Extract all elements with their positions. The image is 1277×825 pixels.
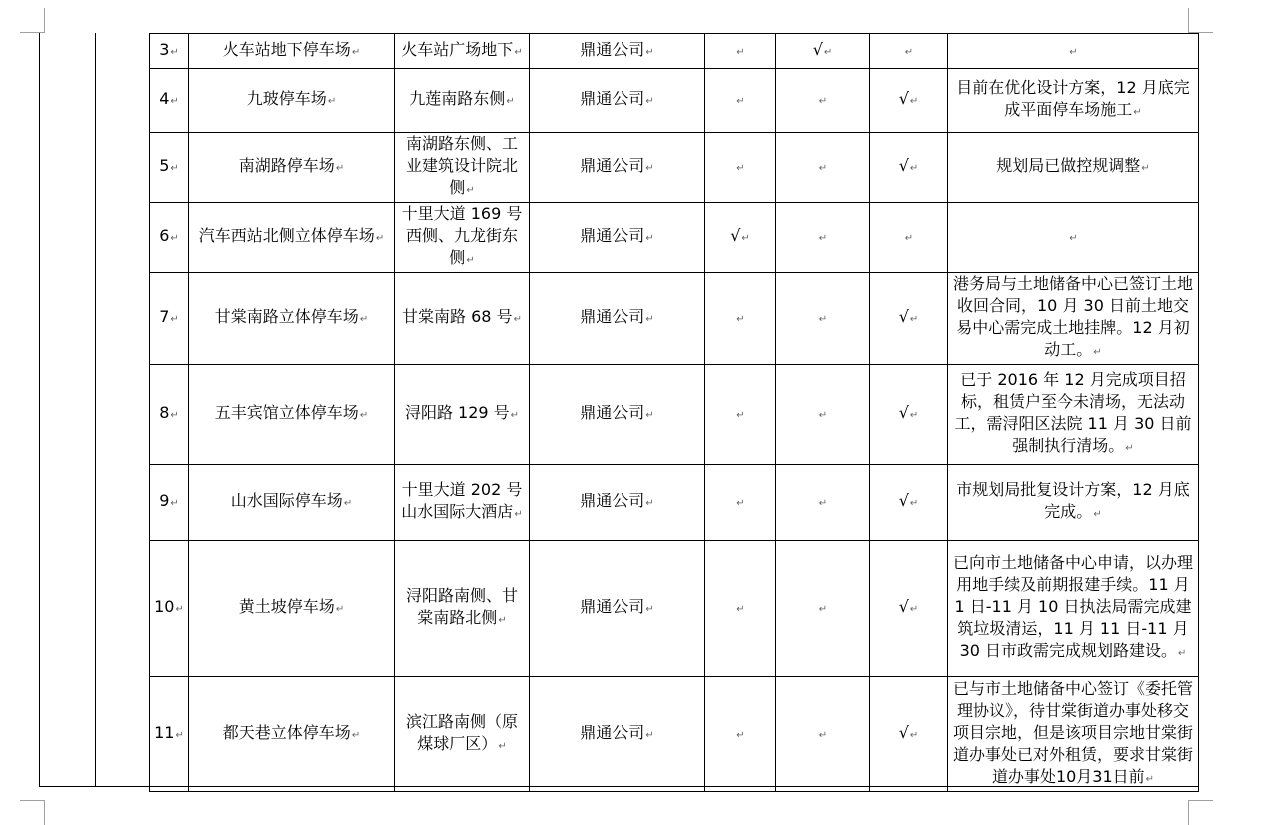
paragraph-mark: ↵ bbox=[498, 615, 507, 626]
progress-note-text: 规划局已做控规调整 bbox=[996, 156, 1141, 175]
paragraph-mark: ↵ bbox=[466, 255, 475, 266]
status-col-1 bbox=[705, 541, 776, 677]
outer-border-left bbox=[39, 33, 40, 787]
status-col-3 bbox=[870, 677, 948, 792]
row-number-text: 10 bbox=[154, 597, 175, 616]
paragraph-mark: ↵ bbox=[645, 233, 654, 244]
paragraph-mark: ↵ bbox=[645, 410, 654, 421]
responsible-company bbox=[530, 34, 705, 69]
paragraph-mark: ↵ bbox=[170, 96, 179, 107]
paragraph-mark: ↵ bbox=[1093, 347, 1102, 358]
progress-note bbox=[948, 133, 1199, 203]
crop-mark-top-right bbox=[1188, 8, 1213, 33]
paragraph-mark: ↵ bbox=[909, 163, 919, 174]
responsible-company bbox=[530, 133, 705, 203]
row-number bbox=[150, 34, 189, 69]
progress-note-text: 目前在优化设计方案，12 月底完成平面停车场施工 bbox=[956, 78, 1190, 119]
paragraph-mark: ↵ bbox=[359, 314, 369, 325]
status-col-2 bbox=[776, 34, 870, 69]
project-name-text: 汽车西站北侧立体停车场 bbox=[198, 226, 375, 245]
paragraph-mark: ↵ bbox=[1141, 163, 1150, 174]
project-name bbox=[189, 677, 395, 792]
responsible-company-text: 鼎通公司 bbox=[580, 597, 645, 616]
paragraph-mark: ↵ bbox=[498, 740, 507, 752]
responsible-company-text: 鼎通公司 bbox=[580, 226, 645, 245]
responsible-company bbox=[530, 541, 705, 677]
paragraph-mark: ↵ bbox=[736, 729, 745, 741]
paragraph-mark: ↵ bbox=[170, 233, 179, 244]
crop-mark-bottom-right bbox=[1188, 800, 1213, 825]
paragraph-mark: ↵ bbox=[818, 96, 828, 107]
status-col-1 bbox=[705, 273, 776, 365]
table-row bbox=[150, 541, 1199, 677]
responsible-company-text: 鼎通公司 bbox=[580, 307, 645, 326]
responsible-company-text: 鼎通公司 bbox=[580, 156, 645, 175]
status-col-1 bbox=[705, 465, 776, 541]
progress-note bbox=[948, 465, 1199, 541]
paragraph-mark: ↵ bbox=[170, 410, 179, 421]
project-name-text: 南湖路停车场 bbox=[238, 156, 335, 175]
table-row bbox=[150, 465, 1199, 541]
paragraph-mark: ↵ bbox=[904, 46, 914, 58]
row-number-text: 5 bbox=[159, 156, 170, 175]
paragraph-mark: ↵ bbox=[170, 314, 179, 325]
status-col-3-text: √ bbox=[898, 89, 909, 108]
paragraph-mark: ↵ bbox=[645, 604, 654, 615]
row-number bbox=[150, 541, 189, 677]
status-col-2 bbox=[776, 465, 870, 541]
paragraph-mark: ↵ bbox=[170, 163, 179, 174]
table-row bbox=[150, 273, 1199, 365]
paragraph-mark: ↵ bbox=[818, 729, 828, 741]
row-number-text: 8 bbox=[159, 403, 170, 422]
status-col-3 bbox=[870, 203, 948, 273]
status-col-3 bbox=[870, 365, 948, 465]
paragraph-mark: ↵ bbox=[736, 46, 745, 58]
responsible-company bbox=[530, 365, 705, 465]
row-number bbox=[150, 465, 189, 541]
status-col-3 bbox=[870, 133, 948, 203]
paragraph-mark: ↵ bbox=[506, 96, 515, 107]
project-location-text: 火车站广场地下 bbox=[401, 39, 514, 59]
project-location-text: 滨江路南侧（原煤球厂区） bbox=[405, 711, 518, 753]
responsible-company bbox=[530, 273, 705, 365]
paragraph-mark: ↵ bbox=[1093, 509, 1102, 520]
project-name bbox=[189, 273, 395, 365]
row-number bbox=[150, 203, 189, 273]
status-col-3 bbox=[870, 273, 948, 365]
paragraph-mark: ↵ bbox=[818, 410, 828, 421]
status-col-2 bbox=[776, 365, 870, 465]
project-name-text: 五丰宾馆立体停车场 bbox=[214, 403, 359, 422]
project-location-text: 九莲南路东侧 bbox=[409, 89, 506, 108]
status-col-3 bbox=[870, 541, 948, 677]
status-col-2 bbox=[776, 203, 870, 273]
status-col-1-text: √ bbox=[730, 226, 741, 245]
project-location-text: 十里大道 202 号山水国际大酒店 bbox=[401, 480, 523, 521]
project-location-text: 南湖路东侧、工业建筑设计院北侧 bbox=[405, 134, 518, 197]
project-name-text: 甘棠南路立体停车场 bbox=[214, 307, 359, 326]
paragraph-mark: ↵ bbox=[818, 604, 828, 615]
paragraph-mark: ↵ bbox=[1178, 648, 1187, 659]
progress-note bbox=[948, 203, 1199, 273]
project-name bbox=[189, 34, 395, 69]
paragraph-mark: ↵ bbox=[466, 185, 475, 196]
status-col-3 bbox=[870, 465, 948, 541]
paragraph-mark: ↵ bbox=[343, 498, 353, 509]
paragraph-mark: ↵ bbox=[335, 604, 345, 615]
project-location bbox=[395, 677, 530, 792]
paragraph-mark: ↵ bbox=[510, 410, 520, 421]
row-number-text: 4 bbox=[159, 89, 170, 108]
paragraph-mark: ↵ bbox=[909, 729, 919, 741]
project-name-text: 火车站地下停车场 bbox=[222, 39, 351, 59]
paragraph-mark: ↵ bbox=[514, 509, 523, 520]
parking-project-table bbox=[149, 33, 1199, 792]
paragraph-mark: ↵ bbox=[736, 410, 745, 421]
status-col-3-text: √ bbox=[898, 156, 909, 175]
paragraph-mark: ↵ bbox=[1069, 46, 1078, 58]
paragraph-mark: ↵ bbox=[175, 729, 184, 741]
project-location-text: 十里大道 169 号西侧、九龙街东侧 bbox=[401, 204, 523, 267]
progress-note bbox=[948, 34, 1199, 69]
paragraph-mark: ↵ bbox=[909, 96, 919, 107]
progress-note bbox=[948, 365, 1199, 465]
status-col-2 bbox=[776, 541, 870, 677]
paragraph-mark: ↵ bbox=[170, 498, 179, 509]
row-number-text: 3 bbox=[159, 39, 170, 59]
paragraph-mark: ↵ bbox=[909, 314, 919, 325]
paragraph-mark: ↵ bbox=[909, 410, 919, 421]
project-location bbox=[395, 34, 530, 69]
project-name-text: 山水国际停车场 bbox=[230, 491, 343, 510]
responsible-company bbox=[530, 69, 705, 133]
project-name bbox=[189, 203, 395, 273]
row-number bbox=[150, 69, 189, 133]
row-number-text: 9 bbox=[159, 491, 170, 510]
table-row bbox=[150, 365, 1199, 465]
paragraph-mark: ↵ bbox=[645, 46, 654, 58]
paragraph-mark: ↵ bbox=[375, 233, 385, 244]
status-col-2 bbox=[776, 69, 870, 133]
status-col-3-text: √ bbox=[898, 403, 909, 422]
progress-note bbox=[948, 69, 1199, 133]
project-name bbox=[189, 541, 395, 677]
table-row bbox=[150, 133, 1199, 203]
progress-note-text: 港务局与土地储备中心已签订土地收回合同，10 月 30 日前土地交易中心需完成土地挂牌。12 月初动工。 bbox=[952, 274, 1193, 359]
project-location-text: 甘棠南路 68 号 bbox=[402, 307, 513, 326]
paragraph-mark: ↵ bbox=[335, 163, 345, 174]
table-row bbox=[150, 677, 1199, 792]
status-col-1 bbox=[705, 365, 776, 465]
row-number bbox=[150, 677, 189, 792]
merged-column-border bbox=[95, 33, 96, 787]
paragraph-mark: ↵ bbox=[736, 604, 745, 615]
status-col-1 bbox=[705, 677, 776, 792]
status-col-2 bbox=[776, 677, 870, 792]
paragraph-mark: ↵ bbox=[818, 163, 828, 174]
paragraph-mark: ↵ bbox=[736, 314, 745, 325]
paragraph-mark: ↵ bbox=[904, 233, 914, 244]
responsible-company-text: 鼎通公司 bbox=[580, 403, 645, 422]
status-col-2 bbox=[776, 133, 870, 203]
responsible-company bbox=[530, 203, 705, 273]
paragraph-mark: ↵ bbox=[514, 46, 523, 58]
paragraph-mark: ↵ bbox=[736, 498, 745, 509]
paragraph-mark: ↵ bbox=[736, 163, 745, 174]
crop-mark-bottom-left bbox=[20, 800, 45, 825]
paragraph-mark: ↵ bbox=[327, 96, 337, 107]
project-location bbox=[395, 69, 530, 133]
status-col-3 bbox=[870, 34, 948, 69]
project-location bbox=[395, 133, 530, 203]
status-col-3-text: √ bbox=[898, 491, 909, 510]
project-location bbox=[395, 203, 530, 273]
project-name bbox=[189, 465, 395, 541]
paragraph-mark: ↵ bbox=[823, 46, 833, 58]
progress-note-text: 已于 2016 年 12 月完成项目招标，租赁户至今未清场，无法动工，需浔阳区法院 11 月 30 日前强制执行清场。 bbox=[954, 370, 1192, 455]
progress-note-text: 已向市土地储备中心申请，以办理用地手续及前期报建手续。11 月 1 日-11 月 10 日执法局需完成建筑垃圾清运，11 月 11 日-11 月 30 日市政需完成规划路建设。 bbox=[952, 553, 1193, 660]
paragraph-mark: ↵ bbox=[1069, 233, 1078, 244]
paragraph-mark: ↵ bbox=[645, 163, 654, 174]
responsible-company-text: 鼎通公司 bbox=[580, 491, 645, 510]
progress-note bbox=[948, 273, 1199, 365]
paragraph-mark: ↵ bbox=[909, 604, 919, 615]
paragraph-mark: ↵ bbox=[170, 46, 179, 58]
paragraph-mark: ↵ bbox=[909, 498, 919, 509]
paragraph-mark: ↵ bbox=[818, 498, 828, 509]
row-number-text: 6 bbox=[159, 226, 170, 245]
paragraph-mark: ↵ bbox=[1145, 773, 1155, 785]
status-col-2-text: √ bbox=[812, 39, 823, 59]
project-name-text: 黄土坡停车场 bbox=[238, 597, 335, 616]
status-col-1 bbox=[705, 133, 776, 203]
paragraph-mark: ↵ bbox=[1125, 443, 1134, 454]
responsible-company bbox=[530, 465, 705, 541]
paragraph-mark: ↵ bbox=[645, 96, 654, 107]
paragraph-mark: ↵ bbox=[736, 96, 745, 107]
paragraph-mark: ↵ bbox=[513, 314, 522, 325]
paragraph-mark: ↵ bbox=[1133, 107, 1142, 118]
project-location bbox=[395, 465, 530, 541]
responsible-company-text: 鼎通公司 bbox=[580, 39, 645, 59]
project-location bbox=[395, 273, 530, 365]
progress-note bbox=[948, 541, 1199, 677]
status-col-2 bbox=[776, 273, 870, 365]
progress-note-text: 已与市土地储备中心签订《委托管理协议》，待甘棠街道办事处移交项目宗地，但是该项目宗地甘棠街道办事处已对外租赁，要求甘棠街道办事处10月31日前 bbox=[952, 678, 1193, 786]
paragraph-mark: ↵ bbox=[818, 314, 828, 325]
project-location bbox=[395, 365, 530, 465]
row-number bbox=[150, 365, 189, 465]
progress-note-text: 市规划局批复设计方案，12 月底完成。 bbox=[956, 480, 1190, 521]
responsible-company bbox=[530, 677, 705, 792]
paragraph-mark: ↵ bbox=[645, 314, 654, 325]
paragraph-mark: ↵ bbox=[175, 604, 184, 615]
progress-note bbox=[948, 677, 1199, 792]
status-col-3-text: √ bbox=[898, 597, 909, 616]
project-name bbox=[189, 365, 395, 465]
paragraph-mark: ↵ bbox=[818, 233, 828, 244]
row-number-text: 7 bbox=[159, 307, 170, 326]
project-location bbox=[395, 541, 530, 677]
paragraph-mark: ↵ bbox=[645, 498, 654, 509]
responsible-company-text: 鼎通公司 bbox=[580, 722, 645, 742]
status-col-1 bbox=[705, 203, 776, 273]
project-name bbox=[189, 69, 395, 133]
table-row bbox=[150, 69, 1199, 133]
project-location-text: 浔阳路南侧、甘棠南路北侧 bbox=[405, 586, 518, 627]
project-name bbox=[189, 133, 395, 203]
paragraph-mark: ↵ bbox=[351, 46, 361, 58]
status-col-3-text: √ bbox=[898, 307, 909, 326]
table-row bbox=[150, 34, 1199, 69]
table-row bbox=[150, 203, 1199, 273]
status-col-3 bbox=[870, 69, 948, 133]
project-name-text: 九玻停车场 bbox=[246, 89, 327, 108]
paragraph-mark: ↵ bbox=[741, 233, 750, 244]
responsible-company-text: 鼎通公司 bbox=[580, 89, 645, 108]
row-number bbox=[150, 133, 189, 203]
status-col-3-text: √ bbox=[898, 722, 909, 742]
crop-mark-top-left bbox=[20, 8, 45, 33]
status-col-1 bbox=[705, 34, 776, 69]
project-name-text: 都天巷立体停车场 bbox=[222, 722, 351, 742]
status-col-1 bbox=[705, 69, 776, 133]
paragraph-mark: ↵ bbox=[359, 410, 369, 421]
row-number-text: 11 bbox=[154, 722, 175, 742]
row-number bbox=[150, 273, 189, 365]
paragraph-mark: ↵ bbox=[645, 729, 654, 741]
paragraph-mark: ↵ bbox=[351, 729, 361, 741]
project-location-text: 浔阳路 129 号 bbox=[404, 403, 510, 422]
